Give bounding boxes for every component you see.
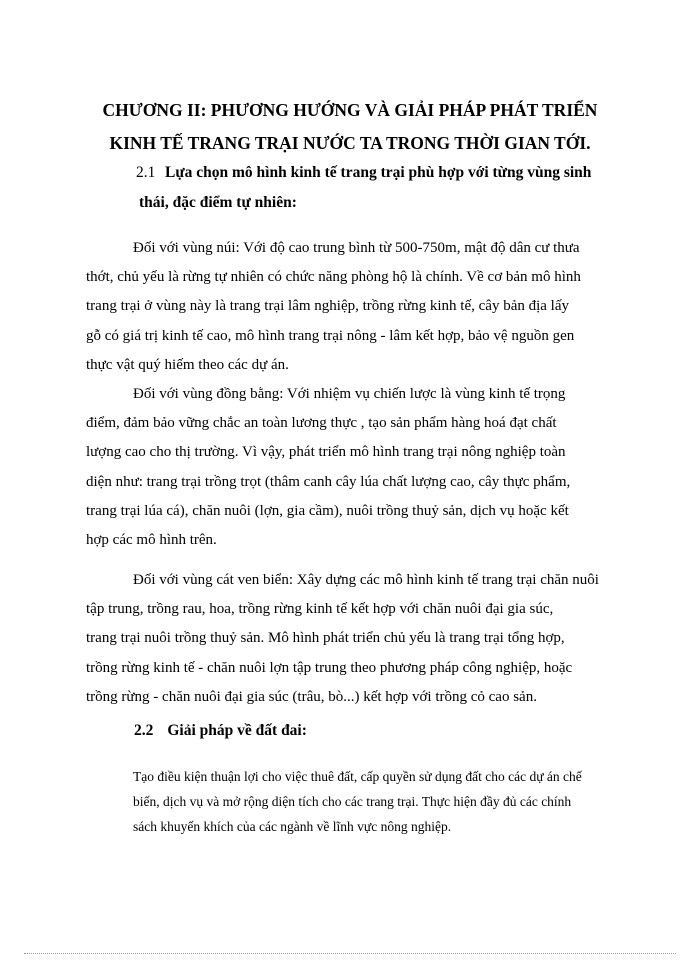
- paragraph-line: Tạo điều kiện thuận lợi cho việc thuê đất, cấp quyền sử dụng đất cho các dự án chế: [133, 769, 582, 784]
- chapter-title-line-1: CHƯƠNG II: PHƯƠNG HƯỚNG VÀ GIẢI PHÁP PHÁT TRIỂN: [102, 100, 598, 120]
- section-2-number: 2.2: [134, 722, 154, 739]
- paragraph-line: Đối với vùng núi: Với độ cao trung bình từ 500-750m, mật độ dân cư thưa: [133, 240, 580, 256]
- section-1-heading-line-2: thái, đặc điểm tự nhiên:: [139, 194, 297, 211]
- paragraph-coastal-region: [86, 566, 599, 712]
- section-1-heading-line-1: Lựa chọn mô hình kinh tế trang trại phù hợp với từng vùng sinh: [165, 164, 592, 181]
- paragraph-line: tập trung, trồng rau, hoa, trồng rừng kinh tế kết hợp với chăn nuôi đại gia súc,: [86, 601, 554, 618]
- paragraph-line: gỗ có giá trị kinh tế cao, mô hình trang trại nông - lâm kết hợp, bảo vệ nguồn gen: [86, 327, 575, 344]
- footer-dotted-rule: [24, 953, 676, 954]
- paragraph-line: trang trại ở vùng này là trang trại lâm nghiệp, trồng rừng kinh tế, cây bản địa lấy: [86, 298, 570, 315]
- section-1-number: 2.1: [136, 164, 156, 181]
- paragraph-line: thớt, chủ yếu là rừng tự nhiên có chức năng phòng hộ là chính. Về cơ bản mô hình: [86, 269, 581, 286]
- section-2-heading: [134, 716, 307, 746]
- paragraph-line: sách khuyến khích của các ngành về lĩnh vực nông nghiệp.: [133, 819, 452, 834]
- paragraph-line: trang trại lúa cá), chăn nuôi (lợn, gia cầm), nuôi trồng thuỷ sản, dịch vụ hoặc kết: [86, 502, 569, 519]
- paragraph-line: Đối với vùng cát ven biển: Xây dựng các mô hình kinh tế trang trại chăn nuôi: [133, 572, 599, 588]
- paragraph-line: biến, dịch vụ và mở rộng diện tích cho các trang trại. Thực hiện đầy đủ các chính: [133, 794, 572, 809]
- paragraph-line: hợp các mô hình trên.: [86, 532, 217, 549]
- paragraph-line: trang trại nuôi trồng thuỷ sản. Mô hình phát triển chủ yếu là trang trại tổng hợp,: [86, 630, 565, 647]
- paragraph-line: diện như: trang trại trồng trọt (thâm canh cây lúa chất lượng cao, cây thực phẩm,: [86, 473, 571, 490]
- chapter-title-line-2: KINH TẾ TRANG TRẠI NƯỚC TA TRONG THỜI GIAN TỚI.: [109, 133, 591, 153]
- paragraph-line: trồng rừng kinh tế - chăn nuôi lợn tập trung theo phương pháp công nghiệp, hoặc: [86, 659, 573, 676]
- paragraph-line: Đối với vùng đồng bằng: Với nhiệm vụ chiến lược là vùng kinh tế trọng: [133, 386, 566, 402]
- paragraph-line: thực vật quý hiếm theo các dự án.: [86, 356, 289, 373]
- paragraph-delta-region: [86, 380, 588, 555]
- paragraph-mountain-region: [86, 234, 588, 380]
- paragraph-land-solution: [133, 764, 603, 839]
- chapter-title: [40, 94, 660, 160]
- paragraph-line: điểm, đảm bảo vững chắc an toàn lương thực , tạo sản phẩm hàng hoá đạt chất: [86, 415, 557, 432]
- paragraph-line: trồng rừng - chăn nuôi đại gia súc (trâu, bò...) kết hợp với trồng cỏ cao sản.: [86, 688, 537, 705]
- paragraph-line: lượng cao cho thị trường. Vì vậy, phát triển mô hình trang trại nông nghiệp toàn: [86, 444, 566, 461]
- section-2-title: Giải pháp về đất đai:: [167, 722, 307, 739]
